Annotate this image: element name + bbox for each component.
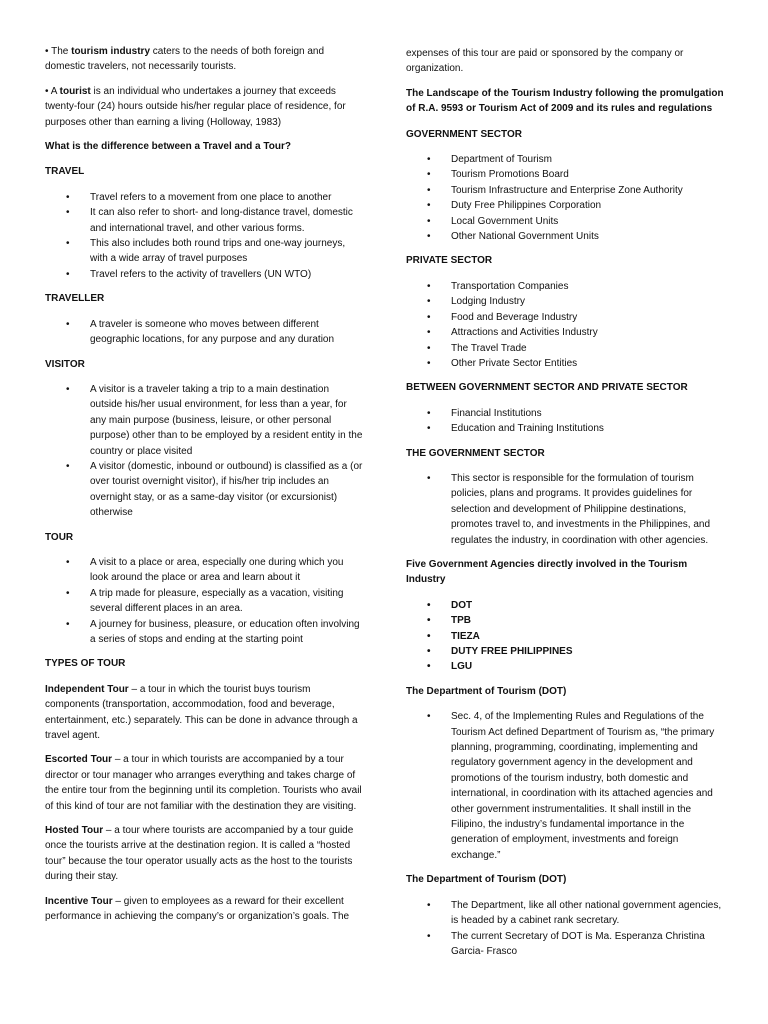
tour-type-term: Independent Tour bbox=[45, 683, 129, 695]
section-heading-the-government-sector: THE GOVERNMENT SECTOR bbox=[406, 447, 545, 459]
list-item: • Lodging Industry bbox=[406, 294, 724, 309]
list-item: • A visitor (domestic, inbound or outbound) is classified as a (or over tourist overnight visitor), if his/her trip includes an overnight stay, or as a same-day visitor (or excursionist) otherwise bbox=[45, 459, 363, 521]
section-heading-government-sector: GOVERNMENT SECTOR bbox=[406, 128, 522, 140]
bullet-prefix: • A bbox=[45, 85, 60, 97]
list-item: • The Travel Trade bbox=[406, 341, 724, 356]
list-item: • Financial Institutions bbox=[406, 406, 724, 421]
list-item: • A trip made for pleasure, especially as a vacation, visiting several different places in an area. bbox=[45, 586, 363, 617]
list-item: • Food and Beverage Industry bbox=[406, 310, 724, 325]
section-heading-between-sectors: BETWEEN GOVERNMENT SECTOR AND PRIVATE SECTOR bbox=[406, 382, 688, 394]
tour-type-description: – a tour where tourists are accompanied by a tour guide once the tourists arrive at the destination region. It is called a “hosted tour” because the tour operator usually acts as the host to the tourists during their stay. bbox=[45, 825, 354, 883]
list-item: • TIEZA bbox=[406, 629, 724, 644]
visitor-list bbox=[45, 382, 363, 521]
list-item: • It can also refer to short- and long-distance travel, domestic and international travel, and other various forms. bbox=[45, 205, 363, 236]
between-sectors-list bbox=[406, 406, 724, 437]
list-item: • Transportation Companies bbox=[406, 279, 724, 294]
continuation-paragraph: expenses of this tour are paid or sponsored by the company or organization. bbox=[406, 48, 684, 75]
section-heading-landscape: The Landscape of the Tourism Industry following the promulgation of R.A. 9593 or Tourism Act of 2009 and its rules and regulations bbox=[406, 87, 724, 115]
government-sector-list bbox=[406, 152, 724, 244]
section-heading-visitor: VISITOR bbox=[45, 358, 85, 370]
section-heading-dot-leadership: The Department of Tourism (DOT) bbox=[406, 874, 567, 886]
section-heading-tour: TOUR bbox=[45, 531, 74, 543]
section-heading-difference: What is the difference between a Travel and a Tour? bbox=[45, 141, 291, 153]
list-item: • Tourism Promotions Board bbox=[406, 167, 724, 182]
section-heading-five-agencies: Five Government Agencies directly involved in the Tourism Industry bbox=[406, 558, 688, 586]
dot-leadership-list bbox=[406, 898, 724, 960]
bullet-prefix: • The bbox=[45, 46, 72, 57]
definition-text: caters to the needs of both foreign and domestic travelers, not necessarily tourists. bbox=[45, 46, 325, 73]
list-item: • Other Private Sector Entities bbox=[406, 356, 724, 371]
list-item: • The current Secretary of DOT is Ma. Esperanza Christina Garcia- Frasco bbox=[406, 929, 724, 960]
list-item: • Sec. 4, of the Implementing Rules and Regulations of the Tourism Act defined Department of Tourism as, “the primary planning, programming, coordinating, implementing and regulatory government agency in the development and promotions of the tourism industry, both domestic and international, in coordination with its attached agencies and other government instrumentalities. It shall instill in the Filipino, the industry’s fundamental importance in the generation of employment, investments and foreign exchange.” bbox=[406, 709, 724, 863]
list-item: • Travel refers to the activity of travellers (UN WTO) bbox=[45, 267, 363, 282]
list-item: • The Department, like all other national government agencies, is headed by a cabinet rank secretary. bbox=[406, 898, 724, 929]
list-item: • TPB bbox=[406, 613, 724, 628]
tour-type-description: – given to employees as a reward for their excellent performance in achieving the company’s or organization’s goals. The bbox=[45, 895, 350, 923]
list-item: • Other National Government Units bbox=[406, 229, 724, 244]
five-agencies-list bbox=[406, 598, 724, 675]
tour-list bbox=[45, 555, 363, 647]
definition-text: is an individual who undertakes a journey that exceeds twenty-four (24) hours outside his/her regular place of residence, for purposes other than earning a living (Holloway, 1983) bbox=[45, 85, 346, 128]
right-column bbox=[406, 46, 724, 968]
list-item: • This sector is responsible for the formulation of tourism policies, plans and programs. It provides guidelines for selection and development of Philippine destinations, promotes travel to, and investments in the Philippines, and regulates the industry, in coordination with other agencies. bbox=[406, 471, 724, 548]
list-item: • Duty Free Philippines Corporation bbox=[406, 198, 724, 213]
list-item: • LGU bbox=[406, 659, 724, 674]
tour-type-incentive bbox=[45, 894, 363, 925]
list-item: • A journey for business, pleasure, or education often involving a series of stops and ending at the starting point bbox=[45, 617, 363, 648]
traveller-list bbox=[45, 317, 363, 348]
tour-type-description: – a tour in which tourists are accompanied by a tour director or tour manager who arranges everything and takes charge of the entire tour from the beginning until its completion. Tourists who avail of this kind of tour are not familiar with the destination they are visiting. bbox=[45, 754, 362, 812]
tour-type-term: Escorted Tour bbox=[45, 754, 113, 766]
section-heading-travel: TRAVEL bbox=[45, 166, 85, 178]
intro-paragraph-tourist bbox=[45, 84, 363, 130]
list-item: • Attractions and Activities Industry bbox=[406, 325, 724, 340]
dot-definition-list bbox=[406, 709, 724, 863]
section-heading-traveller: TRAVELLER bbox=[45, 293, 105, 305]
list-item: • Education and Training Institutions bbox=[406, 421, 724, 436]
left-column bbox=[45, 44, 363, 934]
list-item: • Department of Tourism bbox=[406, 152, 724, 167]
section-heading-private-sector: PRIVATE SECTOR bbox=[406, 255, 493, 267]
tour-type-escorted bbox=[45, 752, 363, 814]
term-tourist: tourist bbox=[59, 85, 91, 97]
list-item: • Travel refers to a movement from one place to another bbox=[45, 190, 363, 205]
list-item: • This also includes both round trips and one-way journeys, with a wide array of travel purposes bbox=[45, 236, 363, 267]
tour-type-term: Hosted Tour bbox=[45, 825, 104, 837]
list-item: • A visit to a place or area, especially one during which you look around the place or area and learn about it bbox=[45, 555, 363, 586]
section-heading-dot-definition: The Department of Tourism (DOT) bbox=[406, 685, 567, 697]
travel-list bbox=[45, 190, 363, 282]
tour-type-term: Incentive Tour bbox=[45, 895, 113, 907]
list-item: • Local Government Units bbox=[406, 214, 724, 229]
the-government-sector-list bbox=[406, 471, 724, 548]
list-item: • A visitor is a traveler taking a trip to a main destination outside his/her usual environment, for less than a year, for any main purpose (business, leisure, or other personal purpose) other than to be employed by a resident entity in the country or place visited bbox=[45, 382, 363, 459]
list-item: • Tourism Infrastructure and Enterprise Zone Authority bbox=[406, 183, 724, 198]
section-heading-types-of-tour: TYPES OF TOUR bbox=[45, 658, 126, 670]
tour-type-hosted bbox=[45, 823, 363, 885]
intro-paragraph-industry bbox=[45, 44, 363, 75]
list-item: • A traveler is someone who moves between different geographic locations, for any purpose and any duration bbox=[45, 317, 363, 348]
list-item: • DOT bbox=[406, 598, 724, 613]
list-item: • DUTY FREE PHILIPPINES bbox=[406, 644, 724, 659]
private-sector-list bbox=[406, 279, 724, 371]
term-tourism-industry: tourism industry bbox=[71, 46, 151, 57]
tour-type-description: – a tour in which the tourist buys tourism components (transportation, accommodation, food and beverage, entertainment, etc.) separately. This can be done in advance through a travel agent. bbox=[45, 683, 358, 742]
tour-type-independent bbox=[45, 682, 363, 744]
